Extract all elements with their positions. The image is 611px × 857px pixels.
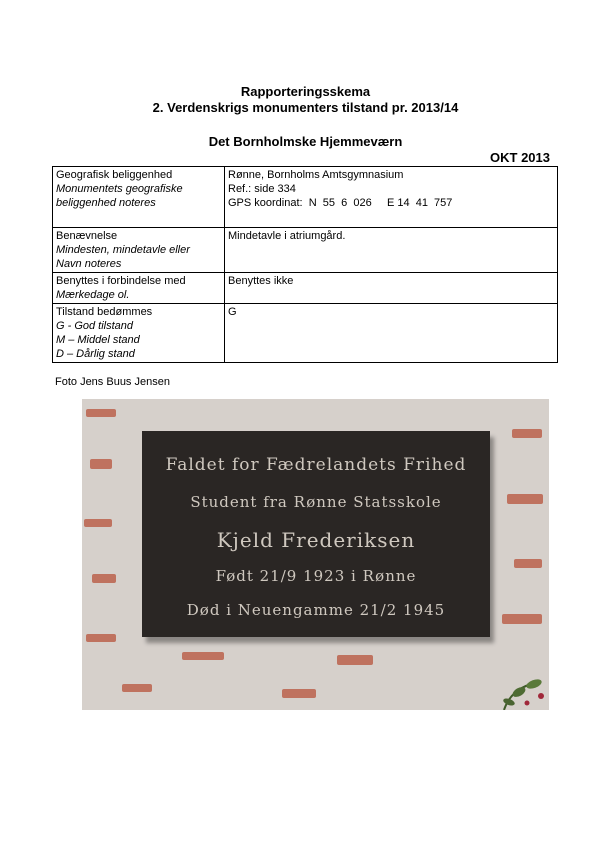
brick bbox=[86, 634, 116, 642]
location-hint-1: Monumentets geografiske bbox=[56, 183, 183, 195]
location-value-1: Rønne, Bornholms Amtsgymnasium bbox=[228, 169, 404, 181]
location-value-2: Ref.: side 334 bbox=[228, 183, 296, 195]
location-value-cell bbox=[225, 167, 558, 228]
name-label: Benævnelse bbox=[56, 230, 118, 242]
usage-label: Benyttes i forbindelse med bbox=[56, 275, 186, 287]
location-label: Geografisk beliggenhed bbox=[56, 169, 173, 181]
brick bbox=[122, 684, 152, 692]
condition-label: Tilstand bedømmes bbox=[56, 306, 153, 318]
condition-value-cell bbox=[225, 304, 558, 363]
brick bbox=[92, 574, 116, 583]
info-table bbox=[52, 166, 558, 363]
location-hint-2: beliggenhed noteres bbox=[56, 197, 156, 209]
condition-value: G bbox=[228, 306, 237, 318]
name-hint-1: Mindesten, mindetavle eller bbox=[56, 244, 190, 256]
table-row-usage bbox=[53, 273, 558, 304]
plaque-line-3: Kjeld Frederiksen bbox=[216, 528, 416, 552]
organization-title: Det Bornholmske Hjemmeværn bbox=[208, 134, 403, 149]
brick bbox=[282, 689, 316, 698]
plaque-line-4: Født 21/9 1923 i Rønne bbox=[215, 567, 417, 585]
plaque-line-5: Død i Neuengamme 21/2 1945 bbox=[186, 601, 446, 619]
table-row-location bbox=[53, 167, 558, 228]
table-row-condition bbox=[53, 304, 558, 363]
brick bbox=[337, 655, 373, 665]
report-subtitle: 2. Verdenskrigs monumenters tilstand pr. 2013/14 bbox=[152, 100, 459, 115]
plaque-line-1: Faldet for Fædrelandets Frihed bbox=[165, 455, 467, 475]
photo-credit: Foto Jens Buus Jensen bbox=[55, 376, 170, 388]
plant-leaves bbox=[409, 670, 549, 710]
memorial-photo bbox=[82, 399, 549, 710]
name-value-cell bbox=[225, 228, 558, 273]
usage-value-cell bbox=[225, 273, 558, 304]
name-value: Mindetavle i atriumgård. bbox=[228, 230, 346, 242]
condition-medium: M – Middel stand bbox=[56, 334, 140, 346]
brick bbox=[502, 614, 542, 624]
condition-good: G - God tilstand bbox=[56, 320, 134, 332]
brick bbox=[84, 519, 112, 527]
report-title: Rapporteringsskema bbox=[240, 84, 371, 99]
table-row-name bbox=[53, 228, 558, 273]
usage-label-cell bbox=[53, 273, 225, 304]
brick bbox=[90, 459, 112, 469]
usage-value: Benyttes ikke bbox=[228, 275, 294, 287]
condition-bad: D – Dårlig stand bbox=[56, 348, 135, 360]
brick bbox=[512, 429, 542, 438]
brick bbox=[86, 409, 116, 417]
report-date: OKT 2013 bbox=[490, 150, 550, 165]
plaque-line-2: Student fra Rønne Statsskole bbox=[190, 493, 442, 511]
gps-coordinates: GPS koordinat: N 55 6 026 E 14 41 757 bbox=[228, 197, 453, 209]
usage-hint: Mærkedage ol. bbox=[56, 289, 130, 301]
name-hint-2: Navn noteres bbox=[56, 258, 122, 270]
condition-label-cell bbox=[53, 304, 225, 363]
name-label-cell bbox=[53, 228, 225, 273]
brick bbox=[182, 652, 224, 660]
location-label-cell bbox=[53, 167, 225, 228]
memorial-plaque bbox=[142, 431, 490, 637]
brick bbox=[507, 494, 543, 504]
brick bbox=[514, 559, 542, 568]
